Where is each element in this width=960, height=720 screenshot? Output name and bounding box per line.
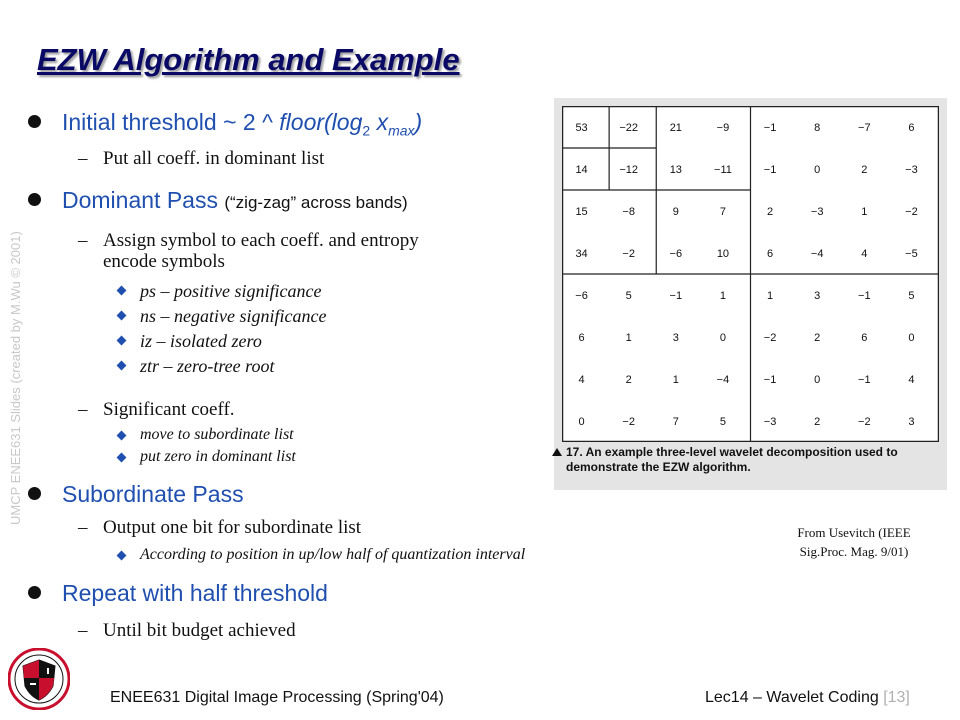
grid-cell: −8 (622, 206, 635, 218)
bullet-dot-icon (28, 586, 41, 599)
grid-cell: 0 (719, 332, 726, 344)
grid-cell: 3 (814, 290, 821, 302)
diamond-bullet-icon (117, 431, 127, 441)
sub-significant-coeff: – Significant coeff. (78, 399, 235, 420)
bullet-repeat: Repeat with half threshold (62, 580, 328, 607)
grid-cell: −2 (858, 416, 871, 428)
grid-cell: −4 (716, 374, 730, 386)
bullet-subordinate-pass: Subordinate Pass (62, 481, 244, 508)
grid-cell: 6 (908, 122, 915, 134)
grid-cell: 5 (908, 290, 915, 302)
footer-course: ENEE631 Digital Image Processing (Spring'04) (110, 689, 444, 706)
caption-triangle-icon (552, 448, 562, 456)
grid-cell: 4 (908, 374, 915, 386)
grid-cell: −9 (716, 122, 730, 134)
symbol-ns: ns – negative significance (140, 306, 326, 327)
symbol-ps: ps – positive significance (140, 281, 321, 302)
grid-cell: −1 (763, 164, 777, 176)
ezw-figure (554, 98, 947, 490)
sub-assign-symbol: – Assign symbol to each coeff. and entropy encode symbols (78, 230, 419, 272)
sub-output-bit: – Output one bit for subordinate list (78, 517, 362, 538)
grid-cell: 3 (908, 416, 915, 428)
grid-cell: −12 (619, 164, 639, 176)
grid-cell: 2 (814, 332, 821, 344)
grid-cell: 6 (861, 332, 868, 344)
grid-cell: 8 (814, 122, 821, 134)
diamond-bullet-icon (117, 361, 127, 371)
grid-cell: 0 (908, 332, 915, 344)
grid-cell: 1 (719, 290, 726, 302)
coefficient-grid (562, 106, 939, 442)
footer-lecture: Lec14 – Wavelet Coding [13] (705, 689, 910, 706)
grid-cell: 4 (861, 248, 868, 260)
bullet-initial-threshold: Initial threshold ~ 2 ^ $floor(\log_2$ $x_{max}$) (62, 109, 422, 139)
sig-move: move to subordinate list (140, 426, 294, 444)
grid-cell: −2 (763, 332, 777, 344)
figure-caption: 17. An example three-level wavelet decomposition used to demonstrate the EZW algorithm. (566, 445, 944, 475)
grid-cell: 2 (861, 164, 868, 176)
grid-cell: −1 (858, 290, 871, 302)
grid-cell: 6 (578, 332, 585, 344)
grid-cell: 1 (767, 290, 774, 302)
grid-cell: 2 (625, 374, 632, 386)
diamond-bullet-icon (117, 336, 127, 346)
grid-cell: −22 (619, 122, 639, 134)
bullet-dot-icon (28, 487, 41, 500)
grid-cell: −2 (622, 416, 635, 428)
grid-cell: −3 (763, 416, 777, 428)
grid-cell: 13 (669, 164, 682, 176)
diamond-bullet-icon (117, 551, 127, 561)
watermark: UMCP ENEE631 Slides (created by M.Wu © 2001) (8, 231, 23, 525)
grid-cell: 0 (578, 416, 585, 428)
grid-cell: 4 (578, 374, 585, 386)
grid-cell: −6 (669, 248, 683, 260)
grid-cell: −3 (810, 206, 824, 218)
grid-cell: 21 (669, 122, 682, 134)
diamond-bullet-icon (117, 311, 127, 321)
grid-cell: −1 (763, 122, 777, 134)
grid-cell: −4 (810, 248, 824, 260)
grid-cell: 10 (716, 248, 730, 260)
sub-position-item: According to position in up/low half of quantization interval (140, 546, 525, 564)
grid-cell: −2 (622, 248, 635, 260)
grid-cell: 53 (575, 122, 588, 134)
grid-cell: −11 (714, 164, 732, 176)
university-seal-logo (8, 648, 70, 710)
source-credit: From Usevitch (IEEE Sig.Proc. Mag. 9/01) (797, 525, 911, 559)
symbol-ztr: ztr – zero-tree root (140, 356, 275, 377)
sub-bit-budget: – Until bit budget achieved (78, 620, 296, 641)
grid-cell: −3 (905, 164, 918, 176)
grid-cell: 5 (719, 416, 726, 428)
grid-cell: 1 (625, 332, 632, 344)
grid-cell: −1 (858, 374, 871, 386)
grid-cell: 7 (719, 206, 726, 218)
grid-cell: 0 (814, 374, 821, 386)
slide-title: EZW Algorithm and Example (37, 42, 460, 77)
bullet-dominant-pass: Dominant Pass (“zig-zag” across bands) (62, 187, 408, 214)
grid-cell: 0 (814, 164, 821, 176)
grid-cell: 7 (672, 416, 679, 428)
grid-cell: 9 (672, 206, 679, 218)
grid-cell: −5 (905, 248, 918, 260)
grid-cell: −1 (669, 290, 683, 302)
sub-dominant-list: – Put all coeff. in dominant list (78, 148, 325, 169)
grid-cell: 2 (767, 206, 774, 218)
page-number: [13] (883, 689, 910, 706)
grid-cell: 5 (625, 290, 632, 302)
grid-cell: 15 (575, 206, 588, 218)
grid-cell: −2 (905, 206, 918, 218)
grid-cell: 3 (672, 332, 679, 344)
grid-cell: −7 (858, 122, 871, 134)
grid-cell: −6 (575, 290, 588, 302)
grid-cell: 1 (861, 206, 868, 218)
grid-cell: −1 (763, 374, 777, 386)
bullet-dot-icon (28, 115, 41, 128)
diamond-bullet-icon (117, 453, 127, 463)
bullet-dot-icon (28, 193, 41, 206)
sig-zero: put zero in dominant list (140, 448, 296, 466)
grid-cell: 14 (575, 164, 588, 176)
grid-cell: 1 (672, 374, 679, 386)
grid-cell: 2 (814, 416, 821, 428)
diamond-bullet-icon (117, 286, 127, 296)
grid-cell: 34 (575, 248, 588, 260)
grid-cell: 6 (767, 248, 774, 260)
symbol-iz: iz – isolated zero (140, 331, 262, 352)
